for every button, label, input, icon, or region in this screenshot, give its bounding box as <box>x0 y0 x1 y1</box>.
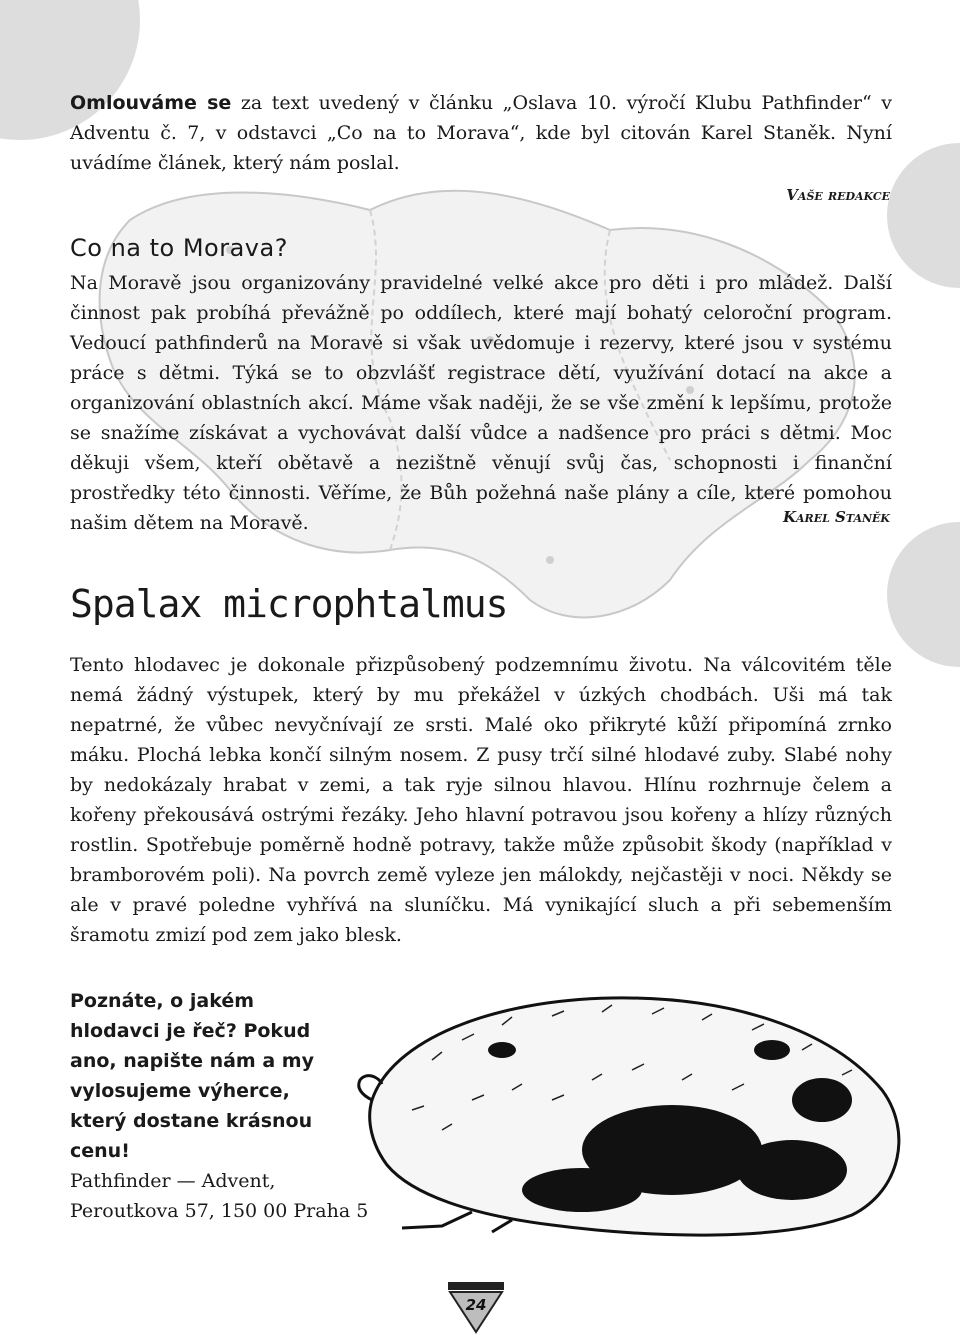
quiz-question: Poznáte, o jakém hlodavci je řeč? Pokud ano, napište nám a my vylosujeme výherce, který dostane krásnou cenu! <box>70 990 314 1162</box>
address-line-1: Pathfinder — Advent, <box>70 1170 276 1192</box>
spalax-body: Tento hlodavec je dokonale přizpůsobený podzemnímu životu. Na válcovitém těle nemá žádný výstupek, který by mu překážel v úzkých chodbách. Uši má tak nepatrné, že vůbec nevyčnívají ze srsti. Malé oko přikryté kůží připomíná zrnko máku. Plochá lebka končí silným nosem. Z pusy trčí silné hlodavé zuby. Slabé nohy by nedokázaly hrabat v zemi, a tak ryje silnou hlavou. Hlínu rozhrnuje čelem a kořeny překousává ostrými řezáky. Jeho hlavní potravou jsou kořeny a hlízy různých rostlin. Spotřebuje poměrně hodně potravy, takže může způsobit škody (například v bramborovém poli). Na povrch země vyleze jen málokdy, nejčastěji v noci. Někdy se ale v pravé poledne vyhřívá na sluníčku. Má vynikající sluch a při sebemenším šramotu zmizí pod zem jako blesk. <box>70 654 892 946</box>
morava-heading: Co na to Morava? <box>70 234 288 262</box>
signature-redakce: Vaše redakce <box>786 186 890 204</box>
spalax-paragraph <box>70 650 892 950</box>
apology-paragraph <box>70 88 892 178</box>
apology-lead: Omlouváme se <box>70 92 232 114</box>
spalax-heading: Spalax microphtalmus <box>70 582 508 626</box>
page-number: 24 <box>465 1296 487 1314</box>
signature-author: Karel Staněk <box>782 508 890 526</box>
mole-illustration <box>352 980 912 1238</box>
morava-paragraph <box>70 268 892 538</box>
contact-address <box>70 1166 390 1226</box>
apology-text: za text uvedený v článku „Oslava 10. výročí Klubu Pathfinder“ v Adventu č. 7, v odstavci „Co na to Morava“, kde byl citován Karel Staněk. Nyní uvádíme článek, který nám poslal. <box>70 92 892 174</box>
morava-body: Na Moravě jsou organizovány pravidelné velké akce pro děti i pro mládež. Další činnost pak probíhá převážně po oddílech, které mají bohatý celoroční program. Vedoucí pathfinderů na Moravě si však uvědomuje i rezervy, které jsou v systému práce s dětmi. Týká se to obzvlášť registrace dětí, využívání dotací na akce a organizování oblastních akcí. Máme však naději, že se vše změní k lepšímu, protože se snažíme získávat a vychovávat další vůdce a nadšence pro práci s dětmi. Moc děkuji všem, kteří obětavě a nezištně věnují svůj čas, schopnosti i finanční prostředky této činnosti. Věříme, že Bůh požehná naše plány a cíle, které pomohou našim dětem na Moravě. <box>70 272 892 534</box>
address-line-2: Peroutkova 57, 150 00 Praha 5 <box>70 1200 369 1222</box>
